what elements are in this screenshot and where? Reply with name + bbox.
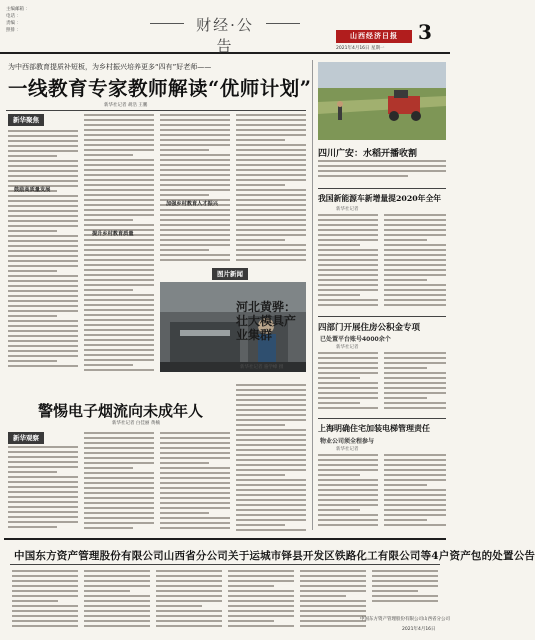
lower-column-1 bbox=[8, 446, 78, 534]
lower-headline: 警惕电子烟流向未成年人 bbox=[38, 402, 204, 420]
section-banner bbox=[150, 12, 300, 55]
story2-headline: 四部门开展住房公积金专项 bbox=[318, 323, 421, 333]
main-column-3 bbox=[160, 114, 230, 264]
masthead-right bbox=[330, 14, 450, 50]
section-rule-right bbox=[266, 23, 300, 24]
lower-column-4 bbox=[236, 384, 306, 534]
picture-title-line2: 壮大模具产业集群 bbox=[236, 314, 297, 342]
story3-col2 bbox=[384, 454, 446, 534]
meta-line: 责编 ： bbox=[6, 21, 21, 26]
story1-col1 bbox=[318, 214, 378, 312]
section-tab-picture-news: 图片新闻 bbox=[212, 268, 248, 280]
section-rule-left bbox=[150, 23, 184, 24]
paper-name: 山西经济日报 bbox=[336, 30, 412, 43]
main-column-2 bbox=[84, 114, 154, 380]
rice-photo-headline: 四川广安：水稻开播收割 bbox=[318, 149, 418, 159]
section-tab-xinhua-observe: 新华观察 bbox=[8, 432, 44, 444]
right-rule-2 bbox=[318, 316, 446, 317]
main-column-4 bbox=[236, 114, 306, 264]
main-subhead-1: 鼓励高质量发展 bbox=[14, 187, 51, 193]
section-title: 财经·公告 bbox=[196, 16, 254, 55]
announcement-col-2 bbox=[84, 570, 150, 634]
announcement-col-3 bbox=[156, 570, 222, 634]
rice-field-illustration bbox=[318, 62, 446, 140]
story2-byline: 新华社记者 bbox=[336, 345, 359, 350]
meta-line: 主编邮箱 ： bbox=[6, 7, 30, 12]
announcement-col-4 bbox=[228, 570, 294, 634]
story1-headline: 我国新能源车新增量提2020年全年 bbox=[318, 194, 442, 203]
issue-date: 2021年4月16日 星期一 bbox=[336, 46, 385, 51]
picture-title-line1: 河北黄骅： bbox=[236, 300, 297, 314]
story1-col2 bbox=[384, 214, 446, 312]
story2-subhead: 已处置平台账号4000余个 bbox=[320, 336, 391, 343]
announcement-col-1 bbox=[12, 570, 78, 634]
right-rule-1 bbox=[318, 188, 446, 189]
main-subhead-3: 加强乡村教育人才振兴 bbox=[166, 201, 218, 207]
story3-headline: 上海明确住宅加装电梯管理责任 bbox=[318, 423, 430, 433]
picture-news-byline: 新华社记者 骆学峰 摄 bbox=[240, 365, 284, 370]
right-rule-3 bbox=[318, 418, 446, 419]
main-subhead-2: 提升乡村教育质量 bbox=[92, 231, 134, 237]
meta-line: 照排 ： bbox=[6, 28, 21, 33]
main-byline: 新华社记者 胡浩 王鹏 bbox=[104, 103, 148, 108]
section-tab-xinhua-focus: 新华聚焦 bbox=[8, 114, 44, 126]
page-number: 3 bbox=[418, 20, 432, 44]
announcement-date: 2021年4月16日 bbox=[402, 627, 436, 632]
meta-line: 电话 ： bbox=[6, 14, 21, 19]
lower-column-3 bbox=[160, 432, 230, 534]
announcement-rule bbox=[10, 564, 440, 565]
story2-col1 bbox=[318, 352, 378, 414]
announcement-signature: 中国东方资产管理股份有限公司山西省分公司 bbox=[360, 617, 450, 622]
rice-caption-text bbox=[318, 160, 446, 184]
picture-news-title bbox=[236, 300, 302, 342]
main-headline: 一线教育专家教师解读“优师计划” bbox=[8, 77, 312, 100]
main-kicker: 为中西部教育提质补短板，为乡村振兴培养更多“四有”好老师—— bbox=[8, 63, 212, 71]
header-meta bbox=[6, 6, 136, 34]
page-header bbox=[0, 0, 450, 54]
story3-subhead: 物业公司须全程参与 bbox=[320, 438, 375, 445]
story2-col2 bbox=[384, 352, 446, 414]
story3-byline: 新华社记者 bbox=[336, 447, 359, 452]
announcement-col-5 bbox=[300, 570, 366, 634]
lower-column-2 bbox=[84, 432, 154, 534]
rice-field-photo bbox=[318, 62, 446, 140]
story1-byline: 新华社记者 bbox=[336, 207, 359, 212]
announcement-section bbox=[4, 538, 535, 638]
main-rule bbox=[6, 110, 306, 111]
announcement-col-6 bbox=[372, 570, 438, 610]
main-column-1 bbox=[8, 130, 78, 380]
announcement-title: 中国东方资产管理股份有限公司山西省分公司关于运城市铎县开发区铁路化工有限公司等4户资产包的处置公告 bbox=[14, 550, 535, 562]
story3-col1 bbox=[318, 454, 378, 534]
lower-byline: 新华社记者 白佳丽 黄楠 bbox=[112, 421, 160, 426]
column-divider bbox=[312, 60, 313, 530]
